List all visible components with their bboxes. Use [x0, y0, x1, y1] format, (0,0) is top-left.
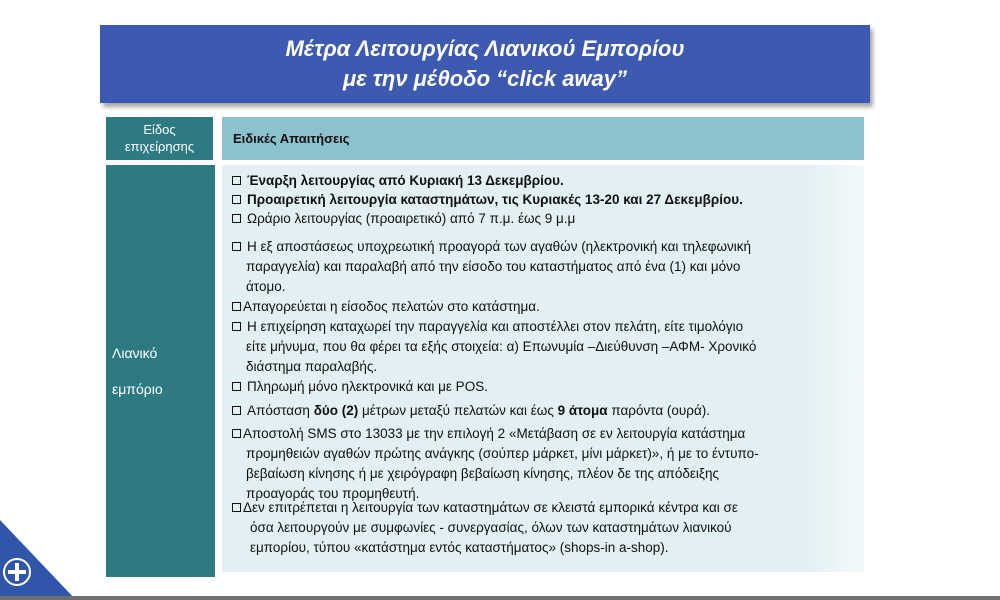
category-line1: Λιανικό: [112, 345, 158, 361]
checkbox-bullet-icon: [232, 242, 241, 251]
title-line-2: με την μέθοδο “click away”: [342, 66, 628, 91]
requirement-item-6: Η επιχείρηση καταχωρεί την παραγγελία και αποστέλλει στον πελάτη, είτε τιμολόγιο είτε μήνυμα, που θα φέρει τα εξής στοιχεία: α) Επωνυμία –Διεύθυνση –ΑΦΜ- Χρονικό διάστημα παραλαβής.: [232, 317, 756, 377]
category-cell: [106, 165, 215, 577]
requirements-header: Ειδικές Απαιτήσεις: [222, 117, 864, 160]
business-type-header-line1: Είδος: [143, 122, 176, 137]
greek-government-emblem-icon: [0, 520, 80, 600]
business-type-header-line2: επιχείρησης: [124, 139, 195, 154]
checkbox-bullet-icon: [232, 382, 241, 391]
requirement-item-3: Ωράριο λειτουργίας (προαιρετικό) από 7 π.μ. έως 9 μ.μ: [232, 209, 575, 229]
requirement-item-1: Έναρξη λειτουργίας από Κυριακή 13 Δεκεμβρίου.: [232, 171, 564, 191]
checkbox-bullet-icon: [232, 322, 241, 331]
requirement-item-10: Δεν επιτρέπεται η λειτουργία των καταστημάτων σε κλειστά εμπορικά κέντρα και σε όσα λειτουργούν με συμφωνίες - συνεργασίας, όλων των καταστημάτων λιανικού εμπορίου, τύπου «κατάστημα εντός καταστήματος» (shops-in a-shop).: [232, 498, 738, 558]
checkbox-bullet-icon: [232, 195, 241, 204]
slide-title-banner: [100, 25, 870, 103]
requirement-item-2: Προαιρετική λειτουργία καταστημάτων, τις Κυριακές 13-20 και 27 Δεκεμβρίου.: [232, 190, 743, 210]
checkbox-bullet-icon: [232, 503, 241, 512]
business-type-header: [106, 117, 213, 160]
requirement-item-5: Απαγορεύεται η είσοδος πελατών στο κατάστημα.: [232, 297, 540, 317]
checkbox-bullet-icon: [232, 429, 241, 438]
title-line-1: Μέτρα Λειτουργίας Λιανικού Εμπορίου: [285, 36, 685, 61]
requirement-item-9: Αποστολή SMS στο 13033 με την επιλογή 2 «Μετάβαση σε εν λειτουργία κατάστημα προμηθειών αγαθών πρώτης ανάγκης (σούπερ μάρκετ, μίνι μάρκετ)», ή με το έντυπο- βεβαίωση κίνησης ή με χειρόγραφη βεβαίωση κίνησης, πλέον δε της απόδειξης προαγοράς του προμηθευτή.: [232, 424, 759, 504]
bottom-divider: [0, 596, 1000, 600]
checkbox-bullet-icon: [232, 214, 241, 223]
category-line2: εμπόριο: [112, 381, 163, 397]
requirement-item-7: Πληρωμή μόνο ηλεκτρονικά και με POS.: [232, 377, 488, 397]
checkbox-bullet-icon: [232, 302, 241, 311]
checkbox-bullet-icon: [232, 406, 241, 415]
checkbox-bullet-icon: [232, 176, 241, 185]
requirement-item-8: Απόσταση δύο (2) μέτρων μεταξύ πελατών και έως 9 άτομα παρόντα (ουρά).: [232, 401, 710, 421]
requirement-item-4: Η εξ αποστάσεως υποχρεωτική προαγορά των αγαθών (ηλεκτρονική και τηλεφωνική παραγγελία) και παραλαβή από την είσοδο του καταστήματος από ένα (1) και μόνο άτομο.: [232, 237, 751, 297]
